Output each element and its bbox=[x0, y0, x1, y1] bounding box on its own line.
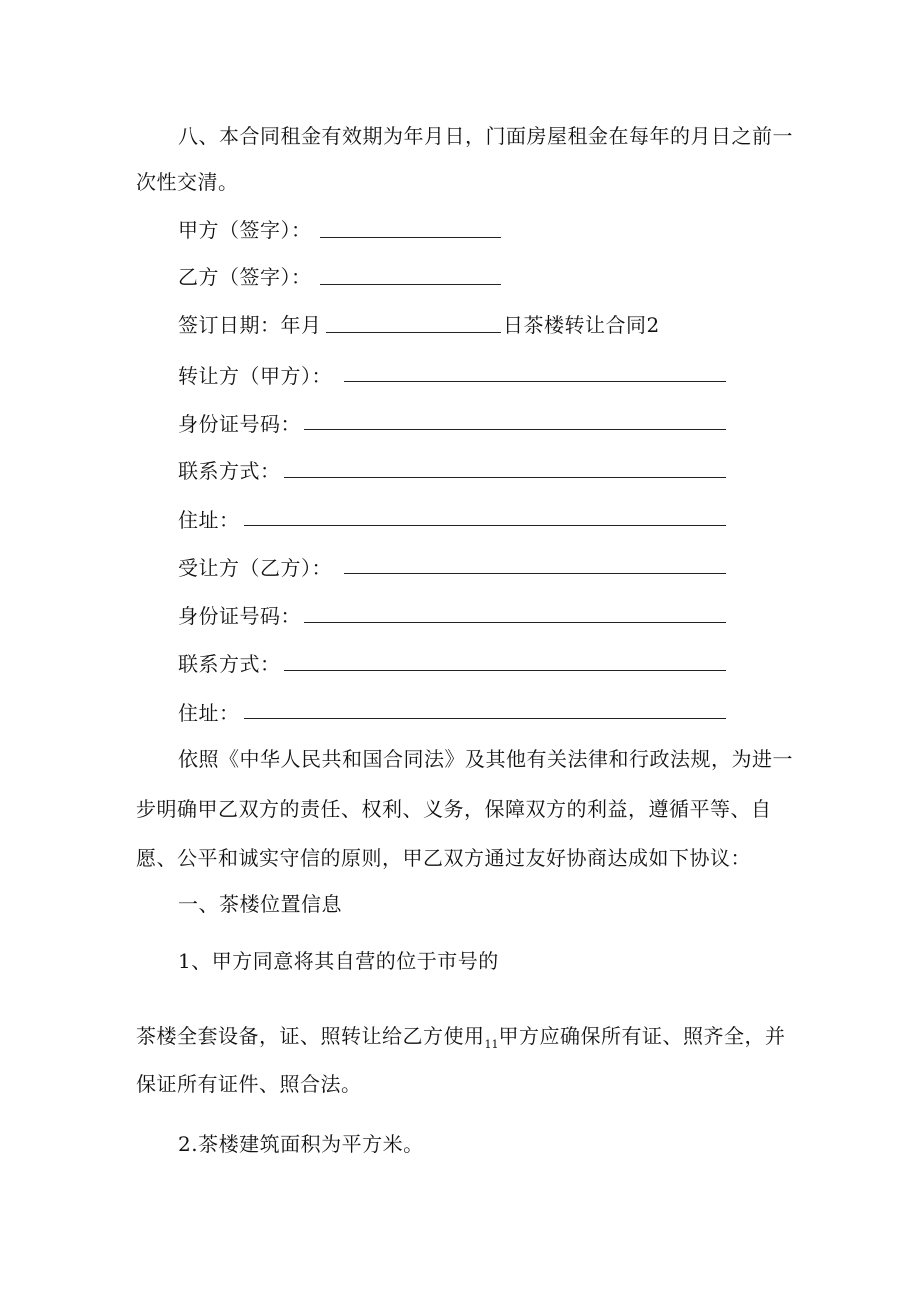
item-1-line-2-part-b: 甲方应确保所有证、照齐全，并 bbox=[498, 1024, 786, 1048]
section-1-title: 一、茶楼位置信息 bbox=[178, 892, 342, 916]
transferor-address-blank bbox=[244, 525, 726, 526]
transferor-id-label: 身份证号码： bbox=[178, 412, 301, 436]
preamble-line-1: 依照《中华人民共和国合同法》及其他有关法律和行政法规，为进一 bbox=[178, 747, 793, 771]
item-1-line-3: 保证所有证件、照合法。 bbox=[136, 1072, 362, 1096]
sign-date-label: 签订日期：年月 bbox=[178, 313, 322, 337]
item-1-line-1: 1、甲方同意将其自营的位于市号的 bbox=[178, 949, 499, 973]
transferee-id-label: 身份证号码： bbox=[178, 604, 301, 628]
transferor-address-label: 住址： bbox=[178, 508, 240, 532]
transferor-contact-label: 联系方式： bbox=[178, 459, 281, 483]
clause-8-line-2: 次性交清。 bbox=[136, 170, 239, 194]
item-2: 2.茶楼建筑面积为平方米。 bbox=[178, 1132, 424, 1156]
transferee-title: 受让方（乙方）： bbox=[178, 556, 332, 580]
transferor-name-blank bbox=[344, 381, 726, 382]
party-b-signature-blank bbox=[320, 284, 501, 285]
party-a-signature-label: 甲方（签字）： bbox=[178, 218, 312, 242]
party-b-signature-label: 乙方（签字）： bbox=[178, 265, 312, 289]
transferee-address-label: 住址： bbox=[178, 701, 240, 725]
transferee-id-blank bbox=[304, 622, 726, 623]
transferor-id-blank bbox=[304, 429, 726, 430]
sign-date-suffix: 日茶楼转让合同2 bbox=[503, 313, 660, 337]
transferee-contact-label: 联系方式： bbox=[178, 652, 281, 676]
preamble-line-2: 步明确甲乙双方的责任、权利、义务，保障双方的利益，遵循平等、自 bbox=[136, 797, 772, 821]
clause-8-line-1: 八、本合同租金有效期为年月日，门面房屋租金在每年的月日之前一 bbox=[178, 124, 793, 148]
item-1-line-2-subscript: 11 bbox=[484, 1038, 499, 1051]
preamble-line-3: 愿、公平和诚实守信的原则，甲乙双方通过友好协商达成如下协议： bbox=[136, 846, 751, 870]
transferee-contact-blank bbox=[284, 670, 726, 671]
item-1-line-2 bbox=[136, 1022, 786, 1059]
item-1-line-2-part-a: 茶楼全套设备，证、照转让给乙方使用 bbox=[136, 1024, 485, 1048]
transferee-address-blank bbox=[244, 718, 726, 719]
transferee-name-blank bbox=[344, 573, 726, 574]
transferor-title: 转让方（甲方）： bbox=[178, 364, 332, 388]
transferor-contact-blank bbox=[284, 477, 726, 478]
party-a-signature-blank bbox=[320, 237, 501, 238]
sign-date-blank bbox=[326, 332, 501, 333]
